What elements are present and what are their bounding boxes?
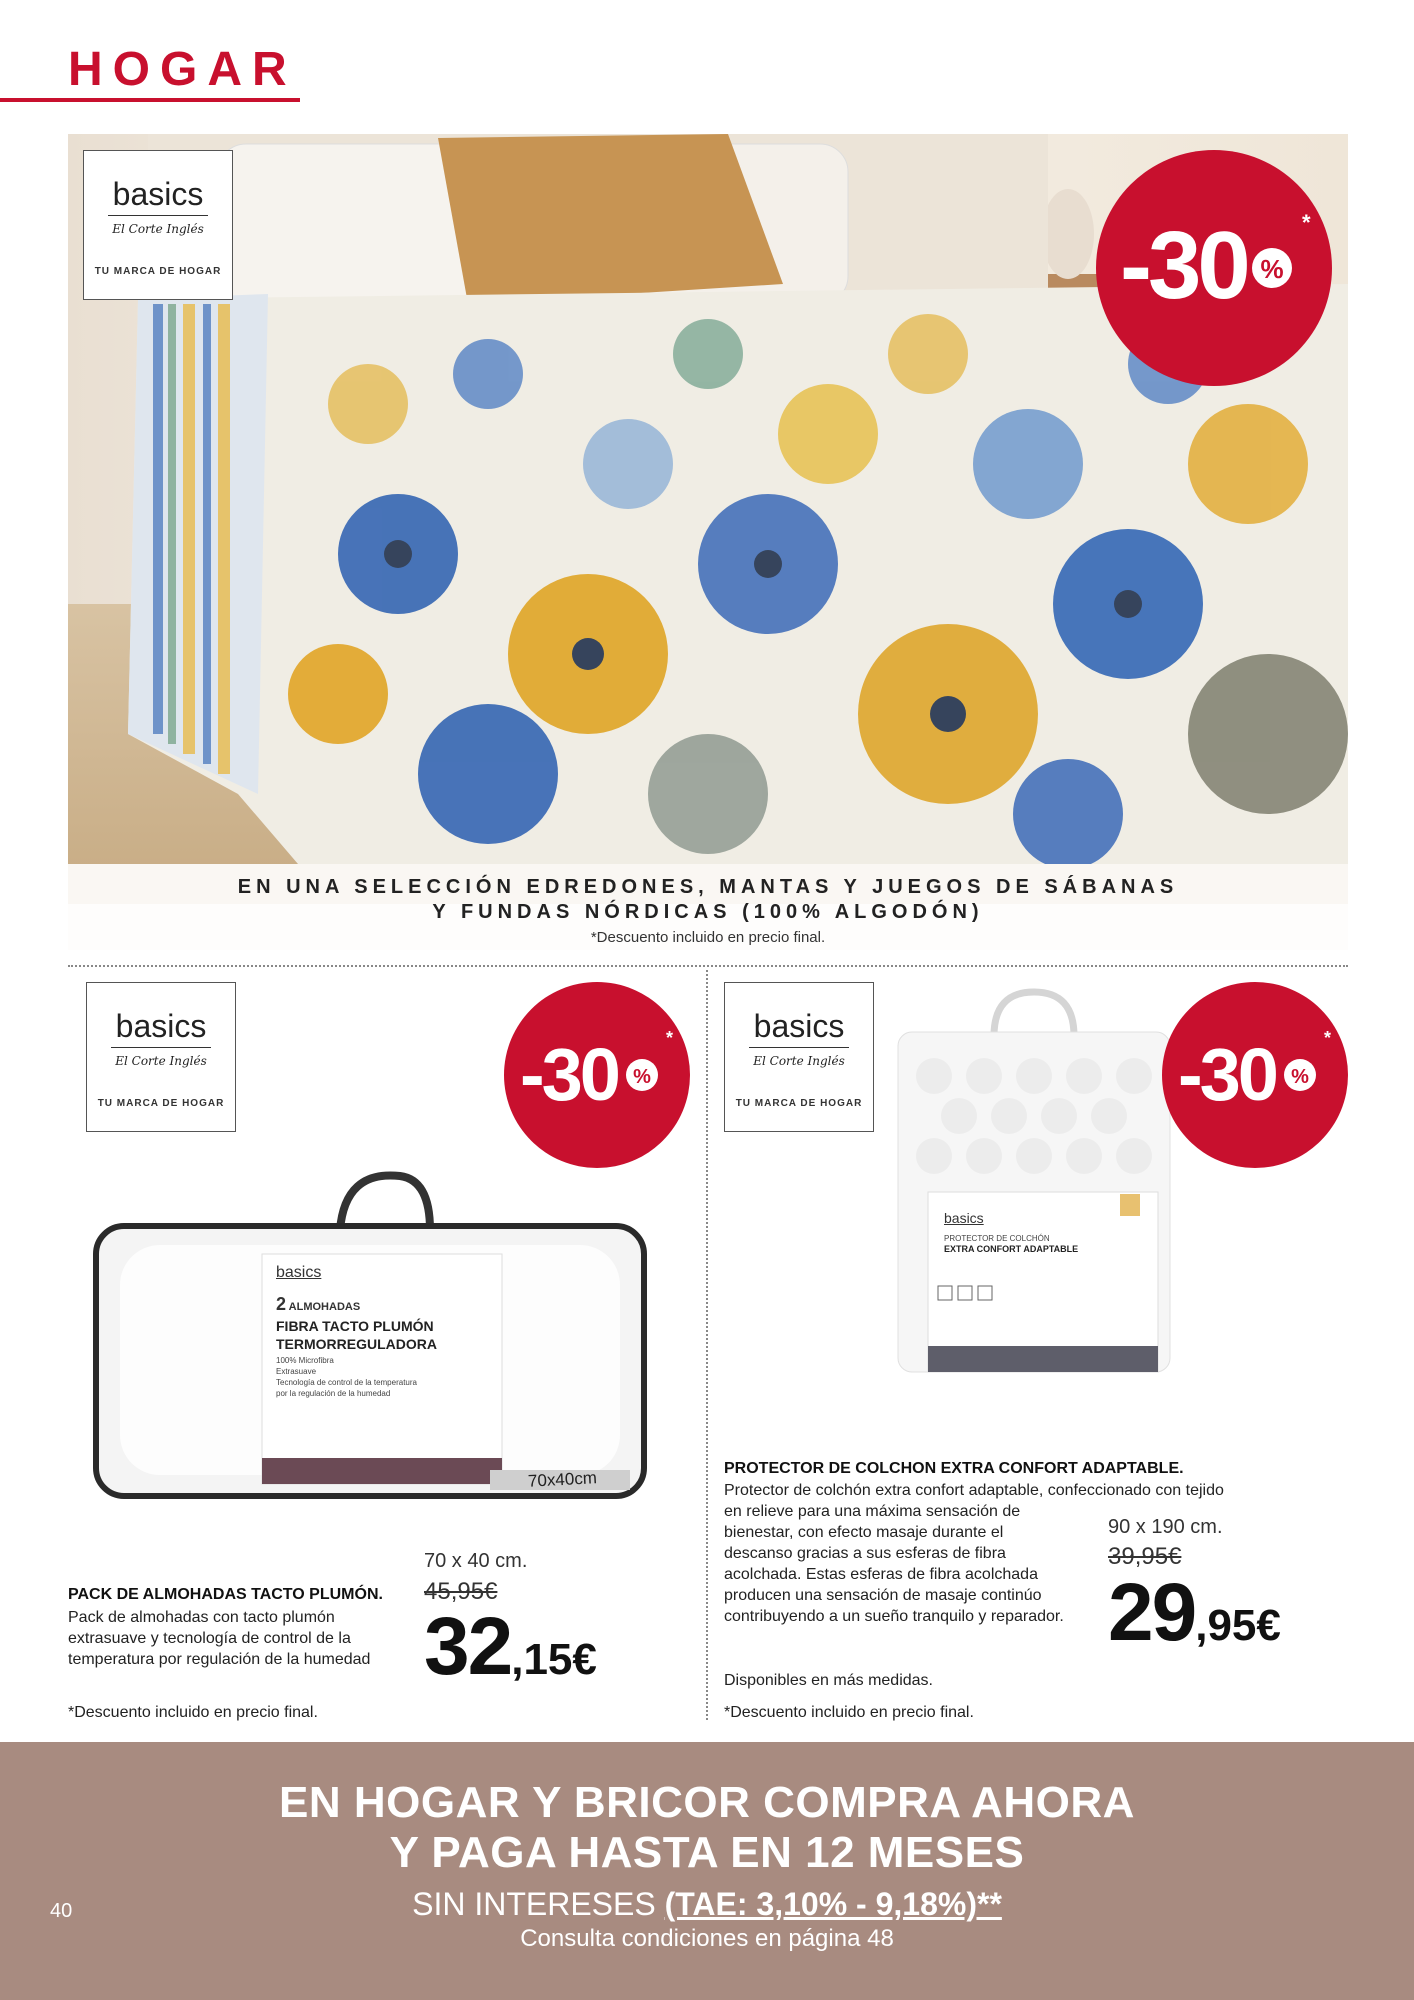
package-line1: PROTECTOR DE COLCHÓN bbox=[944, 1234, 1050, 1243]
product-description-top: Protector de colchón extra confort adaptable, confeccionado con tejido bbox=[724, 1482, 1224, 1499]
package-brand: basics bbox=[944, 1210, 984, 1226]
brand-signature: El Corte Inglés bbox=[115, 1054, 207, 1068]
package-spec4: por la regulación de la humedad bbox=[276, 1389, 391, 1398]
package-spec3: Tecnología de control de la temperatura bbox=[276, 1378, 417, 1387]
section-title-underline bbox=[0, 98, 300, 102]
old-price: 39,95€ bbox=[1108, 1543, 1182, 1570]
product-availability: Disponibles en más medidas. bbox=[724, 1672, 933, 1689]
package-line2: TERMORREGULADORA bbox=[276, 1336, 437, 1352]
product-footnote: *Descuento incluido en precio final. bbox=[724, 1704, 974, 1721]
price-integer: 32 bbox=[424, 1601, 512, 1692]
package-line2: EXTRA CONFORT ADAPTABLE bbox=[944, 1244, 1079, 1254]
mattress-protector-image bbox=[894, 986, 1174, 1386]
old-price: 45,95€ bbox=[424, 1578, 498, 1605]
hero-caption-line1: EN UNA SELECCIÓN EDREDONES, MANTAS Y JUEGOS DE SÁBANAS bbox=[237, 876, 1179, 898]
banner-conditions-link: Consulta condiciones en página 48 bbox=[520, 1925, 894, 1952]
banner-tae: (TAE: 3,10% - 9,18%)** bbox=[664, 1886, 1002, 1922]
package-spec1: 100% Microfibra bbox=[276, 1356, 334, 1365]
package-line1: FIBRA TACTO PLUMÓN bbox=[276, 1318, 434, 1334]
discount-badge bbox=[1096, 150, 1332, 386]
banner-line3 bbox=[0, 1884, 1414, 1924]
brand-tagline: TU MARCA DE HOGAR bbox=[97, 1098, 225, 1109]
divider-horizontal bbox=[68, 965, 1348, 967]
pillow-pack-image bbox=[90, 1170, 650, 1510]
package-count: 2 bbox=[276, 1294, 287, 1314]
svg-text:*: * bbox=[1302, 210, 1311, 235]
package-brand: basics bbox=[276, 1264, 322, 1281]
price bbox=[1108, 1566, 1281, 1660]
svg-text:%: % bbox=[633, 1066, 651, 1088]
brand-tagline: TU MARCA DE HOGAR bbox=[735, 1098, 863, 1109]
product-title: PROTECTOR DE COLCHON EXTRA CONFORT ADAPTABLE. bbox=[724, 1460, 1184, 1477]
financing-banner bbox=[0, 1742, 1414, 2000]
package-size: 70x40cm bbox=[527, 1468, 598, 1491]
discount-value: -30 bbox=[520, 1033, 618, 1116]
svg-text:%: % bbox=[1291, 1066, 1309, 1088]
svg-text:%: % bbox=[1260, 254, 1284, 284]
banner-line1: EN HOGAR Y BRICOR COMPRA AHORA bbox=[279, 1778, 1135, 1827]
brand-logo bbox=[86, 982, 236, 1132]
brand-signature: El Corte Inglés bbox=[112, 222, 204, 236]
product-size: 90 x 190 cm. bbox=[1108, 1516, 1223, 1538]
package-spec2: Extrasuave bbox=[276, 1367, 317, 1376]
brand-name: basics bbox=[115, 1008, 207, 1044]
price-decimal: ,95€ bbox=[1195, 1601, 1281, 1650]
hero-image bbox=[68, 134, 1348, 950]
price-integer: 29 bbox=[1108, 1567, 1196, 1658]
product-description: en relieve para una máxima sensación de bienestar, con efecto masaje durante el descanso gracias a sus esferas de fibra acolchada. Estas esferas de fibra acolchada producen una sensación de masaje continúo contribuyendo a un sueño tranquilo y reparador. bbox=[724, 1503, 1064, 1625]
price-decimal: ,15€ bbox=[511, 1635, 597, 1684]
hero-footnote: *Descuento incluido en precio final. bbox=[590, 929, 826, 946]
brand-signature: El Corte Inglés bbox=[753, 1054, 845, 1068]
page-number: 40 bbox=[50, 1900, 73, 1922]
package-count-label: ALMOHADAS bbox=[288, 1301, 361, 1313]
discount-value: -30 bbox=[1178, 1033, 1276, 1116]
svg-text:*: * bbox=[666, 1028, 674, 1048]
discount-badge bbox=[1162, 982, 1348, 1168]
section-title: HOGAR bbox=[68, 43, 297, 96]
divider-vertical bbox=[706, 970, 708, 1720]
product-footnote: *Descuento incluido en precio final. bbox=[68, 1704, 318, 1721]
brand-name: basics bbox=[112, 176, 204, 212]
product-description: Pack de almohadas con tacto plumón extrasuave y tecnología de control de la temperatura por regulación de la humedad bbox=[68, 1609, 371, 1668]
brand-name: basics bbox=[753, 1008, 845, 1044]
discount-value: -30 bbox=[1120, 212, 1247, 319]
banner-interest-text: SIN INTERESES bbox=[412, 1886, 665, 1922]
hero-caption-line2: Y FUNDAS NÓRDICAS (100% ALGODÓN) bbox=[432, 901, 984, 923]
hero-caption bbox=[68, 864, 1348, 950]
brand-logo bbox=[83, 150, 233, 300]
brand-logo bbox=[724, 982, 874, 1132]
discount-badge bbox=[504, 982, 690, 1168]
product-title: PACK DE ALMOHADAS TACTO PLUMÓN. bbox=[68, 1586, 383, 1603]
brand-tagline: TU MARCA DE HOGAR bbox=[94, 266, 222, 277]
svg-text:*: * bbox=[1324, 1028, 1332, 1048]
banner-line2: Y PAGA HASTA EN 12 MESES bbox=[389, 1828, 1025, 1877]
product-size: 70 x 40 cm. bbox=[424, 1550, 528, 1572]
price bbox=[424, 1600, 597, 1694]
